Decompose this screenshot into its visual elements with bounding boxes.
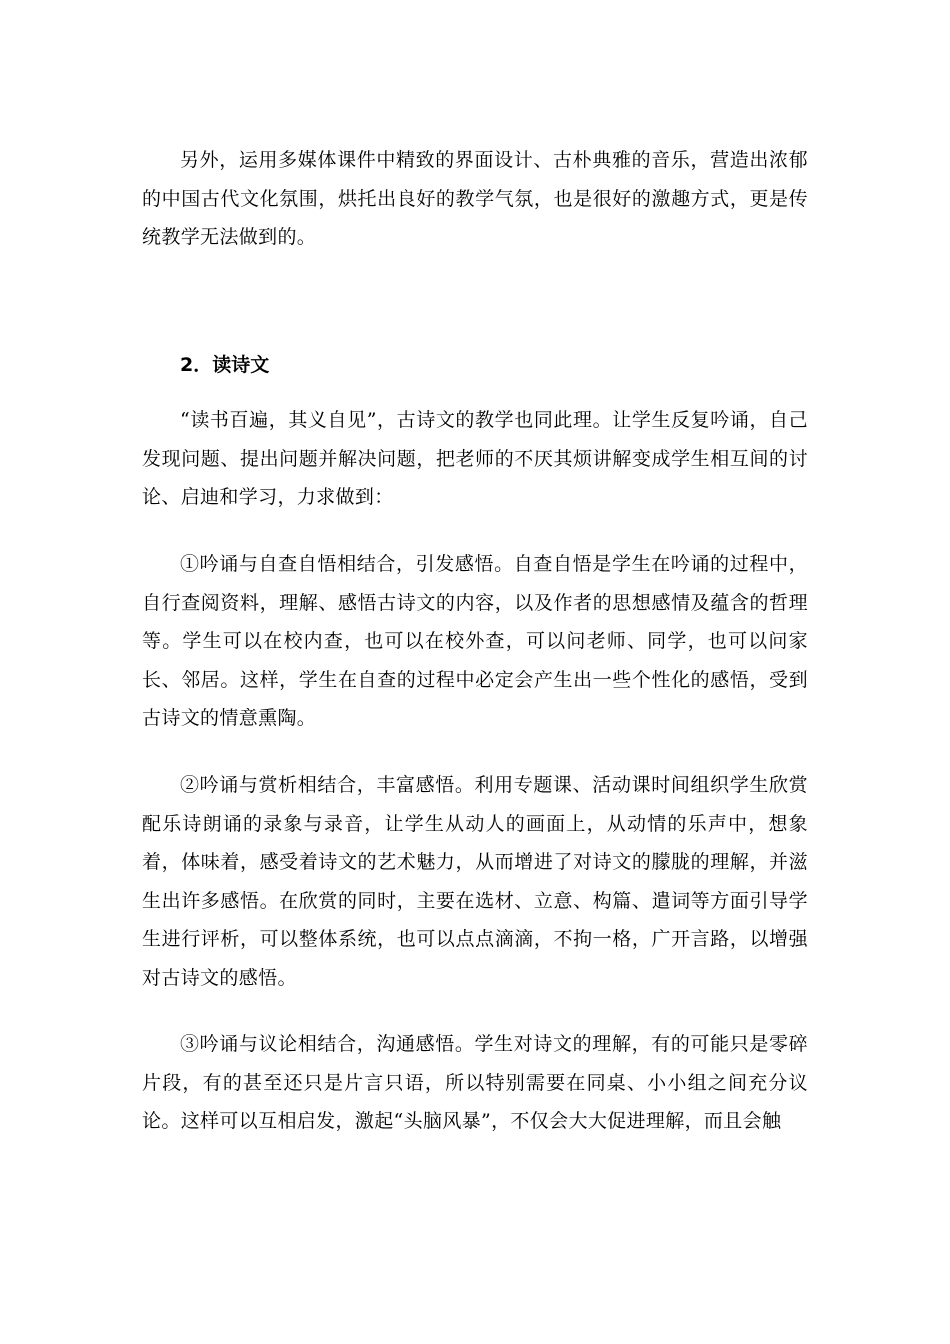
paragraph-read-intro: “读书百遍，其义自见”，古诗文的教学也同此理。让学生反复吟诵，自己发现问题、提出问题并解决问题，把老师的不厌其烦讲解变成学生相互间的讨论、启迪和学习，力求做到： <box>142 409 808 508</box>
paragraph-point-2: ②吟诵与赏析相结合，丰富感悟。利用专题课、活动课时间组织学生欣赏配乐诗朗诵的录象与录音，让学生从动人的画面上，从动情的乐声中，想象着，体味着，感受着诗文的艺术魅力，从而增进了对诗文的朦胧的理解，并滋生出许多感悟。在欣赏的同时，主要在选材、立意、构篇、遣词等方面引导学生进行评析，可以整体系统，也可以点点滴滴，不拘一格，广开言路，以增强对古诗文的感悟。 <box>142 774 808 989</box>
section-heading-read-poems: 2．读诗文 <box>180 354 270 376</box>
paragraph-multimedia: 另外，运用多媒体课件中精致的界面设计、古朴典雅的音乐，营造出浓郁的中国古代文化氛围，烘托出良好的教学气氛，也是很好的激趣方式，更是传统教学无法做到的。 <box>142 149 808 248</box>
paragraph-point-1: ①吟诵与自查自悟相结合，引发感悟。自查自悟是学生在吟诵的过程中，自行查阅资料，理解、感悟古诗文的内容，以及作者的思想感情及蕴含的哲理等。学生可以在校内查，也可以在校外查，可以问老师、同学，也可以问家长、邻居。这样，学生在自查的过程中必定会产生出一些个性化的感悟，受到古诗文的情意熏陶。 <box>142 553 808 729</box>
paragraph-point-3: ③吟诵与议论相结合，沟通感悟。学生对诗文的理解，有的可能只是零碎片段，有的甚至还只是片言只语，所以特别需要在同桌、小小组之间充分议论。这样可以互相启发，激起“头脑风暴”，不仅会大大促进理解，而且会触 <box>142 1033 808 1132</box>
